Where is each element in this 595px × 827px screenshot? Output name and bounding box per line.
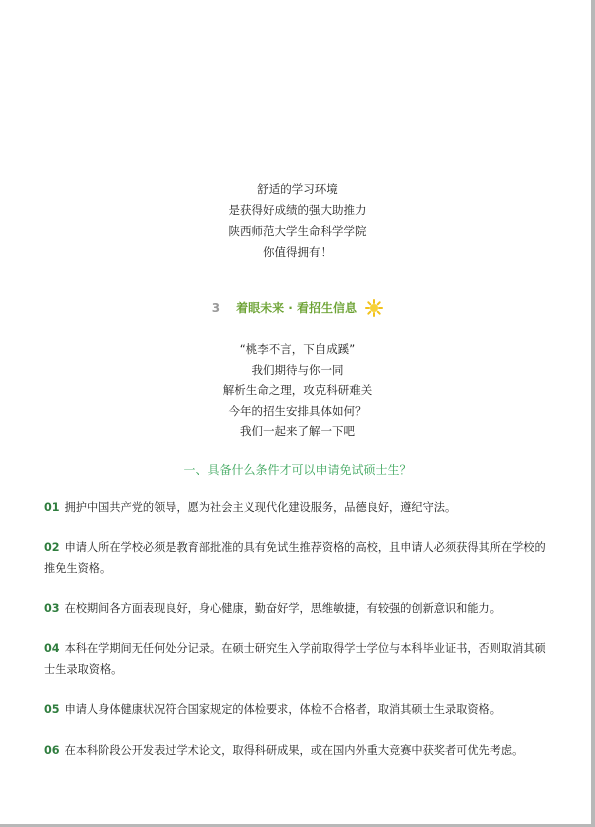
section-heading [0,299,595,320]
requirement-text: 在校期间各方面表现良好，身心健康，勤奋好学，思维敏捷，有较强的创新意识和能力。 [64,602,501,615]
quote-line: 解析生命之理，攻克科研难关 [222,383,373,397]
requirement-text: 申请人身体健康状况符合国家规定的体检要求，体检不合格者，取消其硕士生录取资格。 [64,703,501,716]
quote-line: “桃李不言，下自成蹊” [239,342,356,356]
requirement-text: 在本科阶段公开发表过学术论文，取得科研成果，或在国内外重大竞赛中获奖者可优先考虑。 [64,744,524,757]
requirement-text: 申请人所在学校必须是教育部批准的具有免试生推荐资格的高校，且申请人必须获得其所在学校的推免生资格。 [44,541,546,575]
requirement-text: 本科在学期间无任何处分记录。在硕士研究生入学前取得学士学位与本科毕业证书，否则取消其硕士生录取资格。 [44,642,546,676]
requirement-text: 拥护中国共产党的领导，愿为社会主义现代化建设服务，品德良好，遵纪守法。 [64,501,457,514]
requirement-number: 02 [44,541,60,554]
requirement-number: 03 [44,602,60,615]
sun-icon [365,299,383,320]
quote-block [0,339,595,442]
requirement-item [44,740,556,761]
intro-line: 陕西师范大学生命科学学院 [228,224,367,238]
quote-line: 我们期待与你一同 [251,362,344,377]
section-number: 3 [211,301,221,315]
intro-line: 舒适的学习环境 [257,182,338,196]
requirement-item [44,537,556,579]
requirement-number: 05 [44,703,60,716]
requirement-number: 06 [44,744,60,757]
quote-line: 今年的招生安排具体如何？ [228,403,367,418]
requirement-item [44,638,556,680]
quote-line: 我们一起来了解一下吧 [240,424,355,438]
section-title: 着眼未来 · 看招生信息 [236,301,358,315]
requirement-number: 01 [44,501,60,514]
requirement-item [44,598,556,619]
question-heading: 一、具备什么条件才可以申请免试硕士生？ [183,463,412,477]
requirement-number: 04 [44,642,60,655]
intro-line: 是获得好成绩的强大助推力 [228,203,367,217]
intro-line: 你值得拥有！ [263,245,332,259]
requirement-item [44,497,556,518]
requirement-item [44,699,556,720]
intro-block [0,179,595,263]
